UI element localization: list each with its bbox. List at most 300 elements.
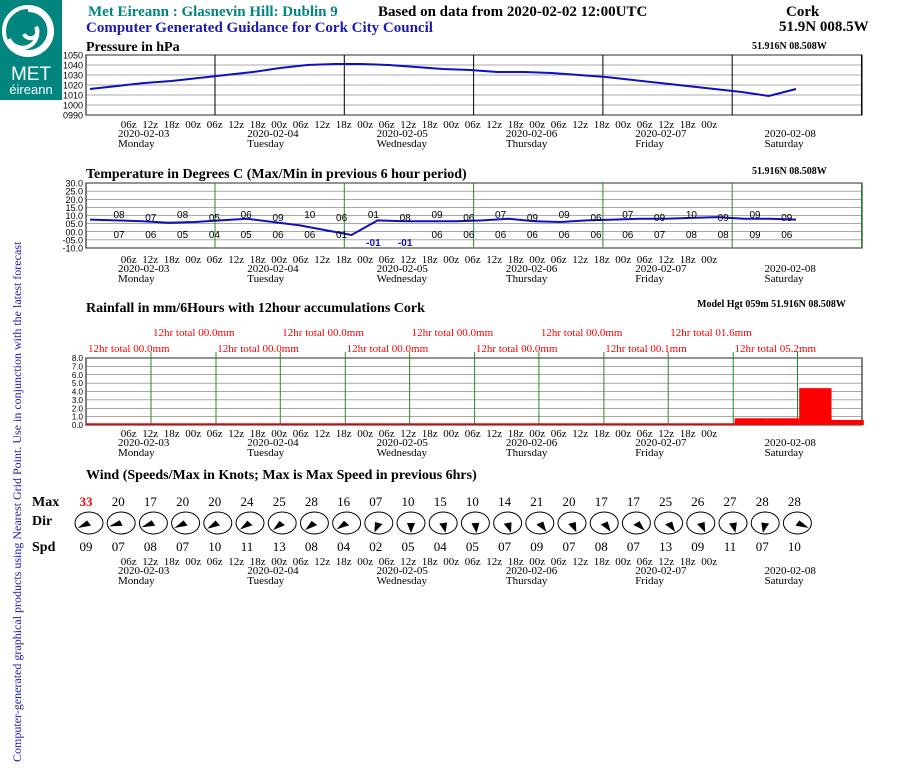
date-label: 2020-02-07 xyxy=(635,128,687,140)
day-label: Saturday xyxy=(764,575,804,587)
day-label: Wednesday xyxy=(376,273,428,285)
y-tick-label: 3.0 xyxy=(71,395,83,405)
rain-12hr-total: 12hr total 00.0mm xyxy=(346,343,429,355)
wind-speed-value: 10 xyxy=(787,539,801,554)
wind-max-value: 28 xyxy=(304,494,318,509)
hour-label: 06z xyxy=(120,119,137,131)
hour-label: 18z xyxy=(679,119,696,131)
wind-max-value: 25 xyxy=(659,494,673,509)
wind-speed-value: 13 xyxy=(272,539,286,554)
temp-max-label: 09 xyxy=(558,210,570,221)
hour-label: 06z xyxy=(292,254,309,266)
hour-label: 18z xyxy=(249,254,266,266)
y-tick-label: 20.0 xyxy=(65,194,83,205)
panel-coords: Model Hgt 059m 51.916N 08.508W xyxy=(697,299,846,310)
wind-max-value: 33 xyxy=(79,494,93,509)
temp-min-label: 04 xyxy=(208,230,220,241)
y-tick-label: 7.0 xyxy=(71,362,83,372)
day-label: Friday xyxy=(635,138,664,150)
wind-max-value: 10 xyxy=(401,494,415,509)
day-label: Tuesday xyxy=(247,138,285,150)
hour-label: 00z xyxy=(529,556,546,568)
hour-label: 12z xyxy=(314,119,331,131)
subtitle: Computer Generated Guidance for Cork City Council xyxy=(86,20,433,36)
day-label: Wednesday xyxy=(376,138,428,150)
rain-12hr-total: 12hr total 00.1mm xyxy=(605,343,687,355)
wind-speed-value: 11 xyxy=(240,539,254,554)
wind-max-value: 25 xyxy=(272,494,286,509)
day-label: Friday xyxy=(635,273,664,285)
day-label: Saturday xyxy=(764,138,804,150)
wind-speed-value: 10 xyxy=(208,539,222,554)
temp-max-label: 09 xyxy=(272,213,284,224)
wind-speed-value: 07 xyxy=(562,539,576,554)
wind-max-value: 21 xyxy=(530,494,544,509)
rain-12hr-total: 12hr total 00.0mm xyxy=(411,327,494,339)
wind-row-label: Max xyxy=(32,495,60,510)
temp-max-label: 09 xyxy=(749,210,761,221)
hour-label: 06z xyxy=(206,556,223,568)
hour-label: 00z xyxy=(443,556,460,568)
hour-label: 12z xyxy=(314,428,331,440)
hour-label: 06z xyxy=(378,119,395,131)
temp-max-label: 09 xyxy=(781,213,793,224)
temp-min-label: 06 xyxy=(304,230,316,241)
hour-label: 00z xyxy=(271,254,288,266)
wind-speed-value: 09 xyxy=(530,539,544,554)
wind-speed-value: 07 xyxy=(111,539,125,554)
hour-label: 06z xyxy=(120,254,137,266)
hour-label: 00z xyxy=(357,428,374,440)
hour-label: 12z xyxy=(228,556,245,568)
hour-label: 00z xyxy=(357,254,374,266)
y-tick-label: 30.0 xyxy=(65,178,83,189)
y-tick-label: 25.0 xyxy=(65,186,83,197)
rain-bar xyxy=(799,388,831,425)
y-tick-label: 10.0 xyxy=(65,211,83,221)
temp-min-label: -01 xyxy=(366,238,381,249)
temp-min-label: 09 xyxy=(749,230,761,241)
rain-12hr-total: 12hr total 00.0mm xyxy=(282,327,364,339)
wind-max-value: 15 xyxy=(433,494,447,509)
wind-max-value: 16 xyxy=(337,494,351,509)
location-coords: 51.9N 008.5W xyxy=(779,19,869,35)
hour-label: 06z xyxy=(550,119,567,131)
hour-label: 18z xyxy=(163,119,180,131)
hour-label: 00z xyxy=(271,119,288,131)
hour-label: 06z xyxy=(464,556,481,568)
wind-speed-value: 11 xyxy=(723,539,737,554)
hour-label: 00z xyxy=(357,556,374,568)
day-label: Friday xyxy=(635,575,664,587)
y-tick-label: 1020 xyxy=(62,80,83,91)
hour-label: 12z xyxy=(228,119,245,131)
hour-label: 12z xyxy=(486,254,503,266)
hour-label: 12z xyxy=(142,119,159,131)
hour-label: 00z xyxy=(271,556,288,568)
day-label: Wednesday xyxy=(376,575,428,587)
hour-label: 00z xyxy=(185,119,202,131)
y-tick-label: 1040 xyxy=(62,60,83,71)
date-label: 2020-02-04 xyxy=(247,565,299,577)
y-tick-label: 05.0 xyxy=(65,219,83,230)
hour-label: 06z xyxy=(464,254,481,266)
hour-label: 12z xyxy=(658,556,675,568)
date-label: 2020-02-06 xyxy=(505,437,558,449)
wind-max-value: 14 xyxy=(498,494,512,509)
wind-max-value: 20 xyxy=(208,494,222,509)
wind-row-label: Dir xyxy=(32,514,53,529)
y-tick-label: 1050 xyxy=(62,50,83,61)
y-tick-label: 4.0 xyxy=(71,387,83,397)
wind-max-value: 17 xyxy=(626,494,640,509)
day-label: Tuesday xyxy=(247,575,285,587)
day-label: Thursday xyxy=(505,138,548,150)
hour-label: 00z xyxy=(271,428,288,440)
temp-min-label: 05 xyxy=(240,230,252,241)
rain-12hr-total: 12hr total 01.6mm xyxy=(670,327,752,339)
hour-label: 18z xyxy=(593,254,610,266)
date-label: 2020-02-08 xyxy=(764,263,816,275)
temp-max-label: 07 xyxy=(145,213,157,224)
hour-label: 00z xyxy=(529,254,546,266)
hour-label: 18z xyxy=(421,428,438,440)
hour-label: 12z xyxy=(572,428,589,440)
date-label: 2020-02-06 xyxy=(505,263,558,275)
day-label: Thursday xyxy=(505,447,548,459)
temp-max-label: 09 xyxy=(526,213,538,224)
hour-label: 18z xyxy=(163,428,180,440)
hour-label: 00z xyxy=(701,119,718,131)
hour-label: 06z xyxy=(206,119,223,131)
y-tick-label: -10.0 xyxy=(62,243,83,254)
hour-label: 06z xyxy=(636,119,653,131)
hour-label: 12z xyxy=(572,556,589,568)
hour-label: 12z xyxy=(142,556,159,568)
hour-label: 06z xyxy=(550,428,567,440)
temp-max-label: 05 xyxy=(208,213,220,224)
hour-label: 18z xyxy=(163,254,180,266)
hour-label: 06z xyxy=(636,254,653,266)
temp-min-label: 05 xyxy=(177,230,189,241)
hour-label: 18z xyxy=(507,254,524,266)
temp-max-label: 08 xyxy=(113,210,125,221)
temp-min-label: 06 xyxy=(622,230,634,241)
hour-label: 12z xyxy=(400,119,417,131)
temp-min-label: 06 xyxy=(781,230,793,241)
date-label: 2020-02-05 xyxy=(376,263,428,275)
disclaimer-sidebar: Computer-generated graphical products using Nearest Grid Point. Use in conjunction with the latest forecast xyxy=(10,241,24,762)
hour-label: 18z xyxy=(679,556,696,568)
wind-speed-value: 02 xyxy=(369,539,383,554)
hour-label: 18z xyxy=(507,119,524,131)
temp-min-label: 06 xyxy=(526,230,538,241)
temp-min-label: 06 xyxy=(495,230,507,241)
temp-min-label: 06 xyxy=(463,230,475,241)
wind-direction-dial xyxy=(751,512,779,534)
hour-label: 12z xyxy=(400,428,417,440)
wind-speed-value: 07 xyxy=(755,539,769,554)
wind-max-value: 20 xyxy=(562,494,576,509)
hour-label: 12z xyxy=(142,254,159,266)
y-tick-label: 2.0 xyxy=(71,404,83,414)
wind-max-value: 17 xyxy=(594,494,608,509)
wind-direction-dial xyxy=(268,512,296,534)
date-label: 2020-02-03 xyxy=(118,565,170,577)
temp-min-label: 06 xyxy=(272,230,284,241)
wind-max-value: 26 xyxy=(691,494,705,509)
y-tick-label: 0990 xyxy=(62,110,83,121)
wind-speed-value: 09 xyxy=(691,539,705,554)
hour-label: 18z xyxy=(249,119,266,131)
wind-max-value: 28 xyxy=(755,494,769,509)
panel-coords: 51.916N 08.508W xyxy=(752,41,827,52)
day-label: Saturday xyxy=(764,273,804,285)
temp-max-label: 08 xyxy=(399,213,411,224)
wind-speed-value: 05 xyxy=(465,539,479,554)
hour-label: 06z xyxy=(378,428,395,440)
temp-max-label: 09 xyxy=(717,213,729,224)
day-label: Thursday xyxy=(505,273,548,285)
hour-label: 06z xyxy=(120,556,137,568)
y-tick-label: 5.0 xyxy=(71,379,83,389)
y-tick-label: 1030 xyxy=(62,70,83,81)
hour-label: 06z xyxy=(378,556,395,568)
rain-12hr-total: 12hr total 00.0mm xyxy=(540,327,623,339)
wind-speed-value: 04 xyxy=(433,539,447,554)
hour-label: 12z xyxy=(486,119,503,131)
hour-label: 00z xyxy=(701,556,718,568)
hour-label: 12z xyxy=(400,556,417,568)
hour-label: 00z xyxy=(701,428,718,440)
wind-speed-value: 04 xyxy=(337,539,351,554)
based-on-line: Based on data from 2020-02-02 12:00UTC xyxy=(378,4,648,20)
temp-min-label: 06 xyxy=(558,230,570,241)
hour-label: 18z xyxy=(421,556,438,568)
hour-label: 18z xyxy=(335,254,352,266)
hour-label: 18z xyxy=(421,254,438,266)
hour-label: 00z xyxy=(443,119,460,131)
wind-max-value: 24 xyxy=(240,494,254,509)
hour-label: 18z xyxy=(335,428,352,440)
panel-title: Temperature in Degrees C (Max/Min in previous 6 hour period) xyxy=(86,167,467,182)
temp-max-label: 07 xyxy=(622,210,634,221)
hour-label: 06z xyxy=(206,428,223,440)
date-label: 2020-02-03 xyxy=(118,128,170,140)
temp-min-label: 06 xyxy=(431,230,443,241)
hour-label: 12z xyxy=(658,428,675,440)
y-tick-label: 0.0 xyxy=(71,421,83,430)
location-name: Cork xyxy=(786,4,820,20)
date-label: 2020-02-04 xyxy=(247,437,299,449)
wind-direction-dial xyxy=(494,512,522,534)
date-label: 2020-02-05 xyxy=(376,565,428,577)
wind-max-value: 07 xyxy=(369,494,383,509)
wind-row-label: Spd xyxy=(32,540,56,555)
wind-max-value: 20 xyxy=(111,494,125,509)
date-label: 2020-02-07 xyxy=(635,263,687,275)
hour-label: 00z xyxy=(185,254,202,266)
hour-label: 00z xyxy=(615,428,632,440)
hour-label: 12z xyxy=(142,428,159,440)
temp-max-label: 06 xyxy=(336,213,348,224)
hour-label: 12z xyxy=(314,556,331,568)
temp-min-label: 07 xyxy=(113,230,125,241)
logo-text-met: MET xyxy=(10,64,52,85)
day-label: Monday xyxy=(118,575,155,587)
rain-12hr-total: 12hr total 00.0mm xyxy=(475,343,558,355)
hour-label: 18z xyxy=(593,428,610,440)
hour-label: 18z xyxy=(335,556,352,568)
hour-label: 00z xyxy=(529,428,546,440)
rain-12hr-total: 12hr total 00.0mm xyxy=(153,327,235,339)
hour-label: 06z xyxy=(464,428,481,440)
temp-min-label: 07 xyxy=(654,230,666,241)
day-label: Monday xyxy=(118,138,155,150)
temp-max-label: 06 xyxy=(240,210,252,221)
temp-min-label: -01 xyxy=(397,238,413,249)
hour-label: 00z xyxy=(443,254,460,266)
temp-max-label: 10 xyxy=(304,210,316,221)
hour-label: 06z xyxy=(550,556,567,568)
temp-max-label: 06 xyxy=(463,213,475,224)
hour-label: 06z xyxy=(292,556,309,568)
hour-label: 06z xyxy=(464,119,481,131)
y-tick-label: 00.0 xyxy=(65,227,83,238)
hour-label: 00z xyxy=(615,254,632,266)
panel-coords: 51.916N 08.508W xyxy=(752,166,827,177)
hour-label: 18z xyxy=(421,119,438,131)
hour-label: 12z xyxy=(486,556,503,568)
day-label: Saturday xyxy=(764,447,804,459)
temp-max-label: 08 xyxy=(177,210,189,221)
day-label: Monday xyxy=(118,447,155,459)
logo-text-eireann: éireann xyxy=(9,82,53,97)
date-label: 2020-02-07 xyxy=(635,437,687,449)
date-label: 2020-02-08 xyxy=(764,128,816,140)
hour-label: 12z xyxy=(658,254,675,266)
day-label: Tuesday xyxy=(247,273,285,285)
wind-speed-value: 09 xyxy=(79,539,93,554)
hour-label: 00z xyxy=(615,119,632,131)
wind-max-value: 20 xyxy=(176,494,190,509)
hour-label: 12z xyxy=(572,119,589,131)
day-label: Monday xyxy=(118,273,155,285)
hour-label: 12z xyxy=(572,254,589,266)
hour-label: 00z xyxy=(529,119,546,131)
date-label: 2020-02-03 xyxy=(118,437,170,449)
y-tick-label: 8.0 xyxy=(71,354,83,363)
hour-label: 18z xyxy=(163,556,180,568)
rain-12hr-total: 12hr total 00.0mm xyxy=(217,343,299,355)
hour-label: 18z xyxy=(507,428,524,440)
date-label: 2020-02-05 xyxy=(376,437,428,449)
hour-label: 00z xyxy=(615,556,632,568)
hour-label: 06z xyxy=(292,119,309,131)
wind-speed-value: 07 xyxy=(626,539,640,554)
hour-label: 06z xyxy=(378,254,395,266)
date-label: 2020-02-08 xyxy=(764,565,816,577)
temp-min-label: 06 xyxy=(145,230,157,241)
hour-label: 18z xyxy=(335,119,352,131)
day-label: Tuesday xyxy=(247,447,285,459)
y-tick-label: 1000 xyxy=(62,100,83,111)
wind-speed-value: 07 xyxy=(498,539,512,554)
org-line: Met Eireann : Glasnevin Hill: Dublin 9 xyxy=(88,4,338,20)
date-label: 2020-02-06 xyxy=(505,128,558,140)
wind-max-value: 17 xyxy=(143,494,157,509)
wind-speed-value: 07 xyxy=(176,539,190,554)
hour-label: 06z xyxy=(636,556,653,568)
date-label: 2020-02-04 xyxy=(247,263,299,275)
hour-label: 06z xyxy=(550,254,567,266)
hour-label: 06z xyxy=(292,428,309,440)
y-tick-label: -05.0 xyxy=(62,235,83,246)
temp-min-label: 06 xyxy=(590,230,602,241)
temp-max-label: 01 xyxy=(367,210,379,221)
hour-label: 00z xyxy=(701,254,718,266)
date-label: 2020-02-08 xyxy=(764,437,816,449)
day-label: Thursday xyxy=(505,575,548,587)
hour-label: 06z xyxy=(636,428,653,440)
wind-speed-value: 08 xyxy=(594,539,608,554)
y-tick-label: 1010 xyxy=(62,90,83,101)
hour-label: 00z xyxy=(185,428,202,440)
date-label: 2020-02-03 xyxy=(118,263,170,275)
temp-max-label: 06 xyxy=(590,213,602,224)
hour-label: 18z xyxy=(679,254,696,266)
wind-speed-value: 13 xyxy=(659,539,673,554)
wind-speed-value: 08 xyxy=(304,539,318,554)
hour-label: 06z xyxy=(206,254,223,266)
hour-label: 00z xyxy=(357,119,374,131)
hour-label: 18z xyxy=(249,428,266,440)
temp-min-label: 08 xyxy=(685,230,697,241)
date-label: 2020-02-04 xyxy=(247,128,299,140)
day-label: Friday xyxy=(635,447,664,459)
temp-max-label: 07 xyxy=(495,210,507,221)
rain-12hr-total: 12hr total 05.2mm xyxy=(734,343,817,355)
y-tick-label: 6.0 xyxy=(71,370,83,380)
hour-label: 18z xyxy=(249,556,266,568)
hour-label: 06z xyxy=(120,428,137,440)
temp-max-label: 09 xyxy=(431,210,443,221)
wind-max-value: 27 xyxy=(723,494,737,509)
hour-label: 12z xyxy=(658,119,675,131)
hour-label: 18z xyxy=(679,428,696,440)
pressure-line xyxy=(90,64,796,96)
rain-12hr-total: 12hr total 00.0mm xyxy=(88,343,170,355)
wind-max-value: 10 xyxy=(465,494,479,509)
hour-label: 12z xyxy=(228,254,245,266)
date-label: 2020-02-05 xyxy=(376,128,428,140)
hour-label: 12z xyxy=(314,254,331,266)
hour-label: 12z xyxy=(228,428,245,440)
hour-label: 12z xyxy=(400,254,417,266)
date-label: 2020-02-07 xyxy=(635,565,687,577)
wind-max-value: 28 xyxy=(787,494,801,509)
wind-speed-value: 05 xyxy=(401,539,415,554)
hour-label: 00z xyxy=(443,428,460,440)
hour-label: 12z xyxy=(486,428,503,440)
panel-title: Wind (Speeds/Max in Knots; Max is Max Speed in previous 6hrs) xyxy=(86,468,477,483)
hour-label: 18z xyxy=(593,556,610,568)
y-tick-label: 1.0 xyxy=(71,412,83,422)
y-tick-label: 15.0 xyxy=(65,202,83,213)
hour-label: 18z xyxy=(593,119,610,131)
wind-speed-value: 08 xyxy=(143,539,157,554)
hour-label: 00z xyxy=(185,556,202,568)
